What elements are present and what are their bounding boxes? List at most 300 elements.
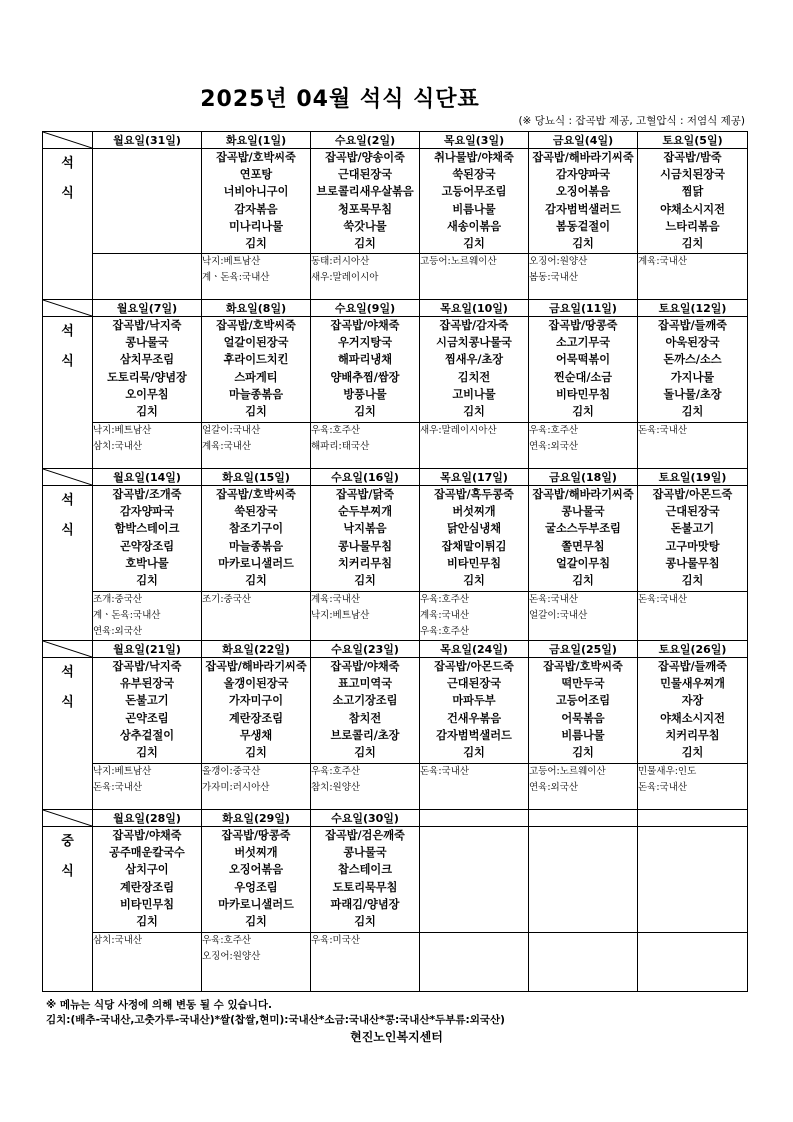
menu-row: [43, 149, 748, 254]
origin-cell: [93, 764, 202, 810]
origin-item: 올갱이:중국산: [202, 766, 261, 777]
menu-item: 호박나물: [125, 556, 169, 570]
menu-item: 김치: [681, 574, 704, 588]
day-header: 수요일(2일): [311, 132, 420, 149]
origin-item: 돈육:국내산: [529, 594, 579, 605]
menu-item: 곤약장조림: [119, 539, 175, 553]
menu-item: 자장: [681, 694, 704, 708]
menu-item: 김치: [136, 574, 158, 588]
diet-note: (※ 당뇨식 : 잡곡밥 제공, 고혈압식 : 저염식 제공): [518, 115, 745, 127]
menu-cell: [93, 317, 202, 423]
origin-item: 얼갈이:국내산: [529, 610, 588, 621]
menu-item: 상추겉절이: [119, 728, 175, 742]
menu-item: 삼치구이: [125, 863, 169, 877]
menu-item: 마카로니샐러드: [218, 556, 294, 570]
meal-label-char: 식: [61, 695, 74, 710]
origin-item: 동태:러시아산: [311, 256, 370, 267]
origin-cell: [202, 933, 311, 992]
menu-cell: [311, 658, 420, 764]
diagonal-line: [43, 469, 92, 485]
meal-label: [43, 827, 93, 992]
menu-item: 김치: [463, 237, 485, 251]
menu-item: 잡곡밥/호박씨죽: [216, 319, 296, 332]
week-header-row: [43, 641, 748, 658]
menu-item: 김치: [681, 237, 704, 251]
origin-item: 계육:국내산: [638, 256, 688, 267]
menu-item: 김치: [572, 237, 594, 251]
day-header: 월요일(14일): [93, 469, 202, 486]
day-header: 화요일(8일): [202, 300, 311, 317]
day-header: [529, 810, 638, 827]
origin-cell: [420, 933, 529, 992]
origin-cell: [311, 764, 420, 810]
origin-cell: [529, 933, 638, 992]
menu-item: 잡곡밥/해바라기씨죽: [532, 151, 634, 164]
origin-item: 계육:국내산: [420, 610, 470, 621]
menu-item: 김치: [245, 915, 267, 929]
menu-item: 김치: [245, 574, 267, 588]
menu-cell: [420, 658, 529, 764]
menu-cell: [638, 658, 748, 764]
menu-item: 잡곡밥/낙지죽: [112, 660, 182, 673]
menu-item: 비타민무침: [446, 556, 502, 570]
menu-item: 잡곡밥/아몬드죽: [652, 488, 733, 501]
menu-item: 고비나물: [452, 387, 496, 401]
day-header: 화요일(15일): [202, 469, 311, 486]
menu-cell: [420, 827, 529, 933]
origin-item: 연육:외국산: [529, 782, 579, 793]
menu-item: 찜새우/초장: [444, 353, 504, 367]
menu-item: 콩나물국: [125, 336, 169, 350]
menu-item: 연포탕: [239, 168, 273, 182]
origin-item: 우육:호주산: [202, 935, 252, 946]
menu-cell: [311, 827, 420, 933]
menu-item: 너비아니구이: [223, 185, 289, 199]
menu-item: 김치: [136, 405, 158, 419]
origin-item: 삼치:국내산: [93, 935, 143, 946]
diagonal-corner: [43, 641, 93, 658]
origin-cell: [529, 592, 638, 641]
menu-item: 고구마맛탕: [665, 539, 720, 553]
origin-cell: [420, 764, 529, 810]
origin-cell: [638, 764, 748, 810]
menu-item: 도토리묵/양념장: [107, 370, 187, 384]
menu-item: 근대된장국: [665, 505, 720, 519]
day-header: [638, 810, 748, 827]
menu-item: 잡곡밥/조개죽: [112, 488, 182, 501]
origin-cell: [202, 592, 311, 641]
menu-cell: [311, 486, 420, 592]
menu-cell: [202, 317, 311, 423]
menu-item: 잡곡밥/들깨죽: [658, 660, 727, 673]
menu-item: 잡곡밥/들깨죽: [658, 319, 727, 332]
menu-item: 마늘종볶음: [228, 539, 284, 553]
menu-item: 잡곡밥/해바라기씨죽: [532, 488, 634, 501]
menu-item: 김치: [354, 237, 376, 251]
menu-item: 가지나물: [670, 370, 715, 384]
menu-item: 김치: [463, 746, 485, 760]
origin-cell: [638, 423, 748, 469]
origin-item: 오징어:원양산: [529, 256, 588, 267]
day-header: 화요일(1일): [202, 132, 311, 149]
meal-label-char: 식: [61, 864, 74, 879]
menu-item: 비름나물: [452, 202, 496, 216]
menu-item: 치커리무침: [337, 556, 393, 570]
day-header: 토요일(12일): [638, 300, 748, 317]
menu-item: 돌나물/초장: [663, 387, 722, 401]
origin-item: 연육:외국산: [529, 441, 579, 452]
menu-item: 김치: [463, 405, 485, 419]
origin-item: 해파리:태국산: [311, 441, 370, 452]
menu-cell: [202, 486, 311, 592]
menu-item: 민물새우찌개: [660, 677, 725, 691]
footer-kimchi-origin: 김치:(배추-국내산,고춧가루-국내산)*쌀(찹쌀,현미):국내산*소금:국내산*콩:국내산*두부류:외국산): [46, 1014, 505, 1026]
day-header: 수요일(16일): [311, 469, 420, 486]
menu-item: 곤약조림: [125, 711, 169, 725]
origin-cell: [420, 592, 529, 641]
menu-item: 건새우볶음: [446, 711, 502, 725]
menu-item: 콩나물국: [561, 505, 605, 519]
origin-item: 봄동:국내산: [529, 272, 579, 283]
menu-item: 돈까스/소스: [663, 353, 722, 367]
day-header: 목요일(3일): [420, 132, 529, 149]
origin-item: 민물새우:인도: [638, 766, 697, 777]
origin-item: 고등어:노르웨이산: [529, 766, 606, 777]
menu-item: 김치: [681, 746, 704, 760]
menu-item: 잡곡밥/호박씨죽: [543, 660, 623, 673]
diagonal-corner: [43, 810, 93, 827]
menu-item: 낙지볶음: [343, 522, 387, 536]
menu-item: 근대된장국: [446, 677, 502, 691]
menu-row: [43, 317, 748, 423]
menu-item: 잡곡밥/아몬드죽: [434, 660, 514, 673]
menu-item: 고등어무조림: [441, 185, 507, 199]
origin-item: 돈육:국내산: [638, 594, 688, 605]
day-header: 금요일(18일): [529, 469, 638, 486]
menu-item: 돈불고기: [125, 694, 169, 708]
week-header-row: [43, 132, 748, 149]
origin-item: 고등어:노르웨이산: [420, 256, 497, 267]
origin-row: [43, 592, 748, 641]
meal-label-char: 식: [61, 354, 74, 369]
menu-item: 잡곡밥/야채죽: [330, 660, 400, 673]
menu-item: 잡곡밥/호박씨죽: [216, 151, 296, 164]
menu-item: 김치: [572, 405, 594, 419]
menu-item: 잡곡밥/호박씨죽: [216, 488, 296, 501]
origin-row: [43, 423, 748, 469]
origin-item: 계ㆍ돈육:국내산: [202, 272, 270, 283]
origin-item: 얼갈이:국내산: [202, 425, 261, 436]
menu-item: 김치: [572, 746, 594, 760]
menu-item: 쑥갓나물: [343, 219, 387, 233]
menu-item: 잡채말이튀김: [441, 539, 507, 553]
menu-item: 감자범벅샐러드: [545, 202, 621, 216]
menu-item: 오이무침: [125, 387, 169, 401]
menu-item: 참조기구이: [228, 522, 284, 536]
menu-item: 김치전: [457, 370, 491, 384]
day-header: 목요일(24일): [420, 641, 529, 658]
menu-item: 김치: [354, 915, 376, 929]
origin-cell: [638, 933, 748, 992]
menu-item: 계란장조림: [228, 711, 284, 725]
menu-item: 김치: [681, 405, 704, 419]
menu-item: 버섯찌개: [234, 846, 278, 860]
menu-cell: [93, 827, 202, 933]
origin-item: 낙지:베트남산: [93, 425, 152, 436]
menu-cell: [202, 149, 311, 254]
menu-item: 함박스테이크: [114, 522, 180, 536]
menu-item: 돈불고기: [670, 522, 715, 536]
menu-item: 김치: [136, 746, 158, 760]
menu-item: 어묵볶음: [561, 711, 605, 725]
origin-row: [43, 764, 748, 810]
diagonal-line: [43, 641, 92, 657]
menu-cell: [529, 149, 638, 254]
meal-label-char: 식: [61, 186, 74, 201]
origin-cell: [93, 933, 202, 992]
menu-item: 쫄면무침: [561, 539, 605, 553]
origin-cell: [93, 423, 202, 469]
menu-item: 감자볶음: [234, 202, 278, 216]
origin-item: 가자미:러시아산: [202, 782, 270, 793]
origin-row: [43, 254, 748, 300]
meal-label-char: 석: [61, 156, 74, 171]
origin-cell: [420, 423, 529, 469]
day-header: 목요일(10일): [420, 300, 529, 317]
origin-item: 우육:호주산: [311, 766, 361, 777]
menu-cell: [93, 149, 202, 254]
origin-cell: [202, 764, 311, 810]
menu-cell: [311, 317, 420, 423]
menu-item: 콩나물무침: [665, 556, 720, 570]
menu-item: 잡곡밥/감자죽: [439, 319, 509, 332]
day-header: 수요일(9일): [311, 300, 420, 317]
menu-item: 마카로니샐러드: [218, 897, 294, 911]
day-header: 월요일(28일): [93, 810, 202, 827]
menu-item: 김치: [572, 574, 594, 588]
menu-item: 콩나물국: [343, 846, 387, 860]
menu-cell: [93, 658, 202, 764]
meal-label: [43, 658, 93, 810]
menu-item: 양배추찜/쌈장: [330, 370, 400, 384]
origin-item: 우육:미국산: [311, 935, 361, 946]
meal-label: [43, 486, 93, 641]
diagonal-corner: [43, 300, 93, 317]
menu-item: 근대된장국: [337, 168, 393, 182]
diagonal-corner: [43, 132, 93, 149]
menu-item: 김치: [354, 746, 376, 760]
menu-cell: [529, 827, 638, 933]
menu-item: 잡곡밥/양송이죽: [325, 151, 405, 164]
menu-cell: [420, 486, 529, 592]
day-header: 월요일(31일): [93, 132, 202, 149]
menu-cell: [638, 486, 748, 592]
center-name: 현진노인복지센터: [350, 1030, 443, 1044]
menu-item: 비타민무침: [555, 387, 611, 401]
week-header-row: [43, 810, 748, 827]
origin-item: 돈육:국내산: [93, 782, 143, 793]
menu-item: 파래김/양념장: [330, 897, 400, 911]
menu-cell: [638, 827, 748, 933]
day-header: 토요일(26일): [638, 641, 748, 658]
page-title: 2025년 04월 석식 식단표: [200, 87, 480, 112]
origin-cell: [93, 254, 202, 300]
menu-item: 도토리묵무침: [332, 880, 398, 894]
menu-item: 잡곡밥/야채죽: [112, 829, 182, 842]
menu-item: 우엉조림: [234, 880, 278, 894]
origin-item: 오징어:원양산: [202, 951, 261, 962]
menu-item: 표고미역국: [337, 677, 393, 691]
day-header: 목요일(17일): [420, 469, 529, 486]
origin-cell: [420, 254, 529, 300]
menu-item: 느타리볶음: [665, 219, 720, 233]
menu-item: 가자미구이: [228, 694, 284, 708]
menu-item: 브로콜리/초장: [330, 728, 400, 742]
menu-item: 얼갈이무침: [555, 556, 611, 570]
origin-cell: [529, 764, 638, 810]
meal-label: [43, 317, 93, 469]
menu-item: 찹스테이크: [337, 863, 393, 877]
origin-cell: [638, 592, 748, 641]
day-header: 월요일(21일): [93, 641, 202, 658]
menu-item: 비타민무침: [119, 897, 175, 911]
menu-item: 올갱이된장국: [223, 677, 289, 691]
menu-item: 얼갈이된장국: [223, 336, 289, 350]
menu-item: 치커리무침: [665, 728, 720, 742]
menu-item: 찐순대/소금: [553, 370, 613, 384]
menu-item: 김치: [463, 574, 485, 588]
origin-cell: [638, 254, 748, 300]
menu-item: 청포묵무침: [337, 202, 393, 216]
origin-item: 우육:호주산: [311, 425, 361, 436]
origin-row: [43, 933, 748, 992]
meal-label: [43, 149, 93, 300]
menu-item: 김치: [245, 237, 267, 251]
menu-cell: [202, 658, 311, 764]
menu-item: 잡곡밥/해바라기씨죽: [205, 660, 307, 673]
menu-item: 마늘종볶음: [228, 387, 284, 401]
menu-cell: [529, 317, 638, 423]
menu-item: 시금치콩나물국: [436, 336, 512, 350]
day-header: 수요일(23일): [311, 641, 420, 658]
menu-item: 감자범벅샐러드: [436, 728, 512, 742]
menu-item: 소고기무국: [555, 336, 611, 350]
origin-cell: [202, 254, 311, 300]
origin-item: 돈육:국내산: [638, 425, 688, 436]
menu-item: 야채소시지전: [660, 711, 725, 725]
menu-item: 소고기장조림: [332, 694, 398, 708]
menu-item: 고등어조림: [555, 694, 611, 708]
menu-item: 쑥된장국: [452, 168, 496, 182]
menu-item: 김치: [354, 574, 376, 588]
origin-item: 우육:호주산: [420, 626, 470, 637]
origin-item: 계ㆍ돈육:국내산: [93, 610, 161, 621]
menu-item: 김치: [136, 915, 158, 929]
menu-item: 브로콜리새우살볶음: [316, 185, 414, 199]
menu-item: 비름나물: [561, 728, 605, 742]
menu-item: 새송이볶음: [446, 219, 502, 233]
day-header: 금요일(25일): [529, 641, 638, 658]
origin-cell: [311, 592, 420, 641]
origin-item: 참치:원양산: [311, 782, 361, 793]
menu-item: 방풍나물: [343, 387, 387, 401]
day-header: 금요일(4일): [529, 132, 638, 149]
menu-item: 감자양파국: [119, 505, 175, 519]
menu-cell: [202, 827, 311, 933]
origin-item: 조개:중국산: [93, 594, 143, 605]
menu-item: 무생채: [239, 728, 273, 742]
origin-cell: [202, 423, 311, 469]
origin-cell: [311, 423, 420, 469]
menu-item: 야채소시지전: [660, 202, 725, 216]
diagonal-line: [43, 810, 92, 826]
menu-cell: [638, 149, 748, 254]
menu-item: 쑥된장국: [234, 505, 278, 519]
menu-item: 잡곡밥/검은깨죽: [325, 829, 405, 842]
origin-item: 새우:말레이시아: [311, 272, 379, 283]
menu-item: 굴소스두부조림: [545, 522, 621, 536]
menu-item: 스파게티: [234, 370, 278, 384]
menu-item: 마파두부: [452, 694, 496, 708]
menu-cell: [529, 486, 638, 592]
menu-cell: [529, 658, 638, 764]
day-header: 월요일(7일): [93, 300, 202, 317]
week-header-row: [43, 300, 748, 317]
day-header: 금요일(11일): [529, 300, 638, 317]
menu-item: 콩나물무침: [337, 539, 393, 553]
menu-item: 감자양파국: [555, 168, 611, 182]
origin-item: 낙지:베트남산: [311, 610, 370, 621]
menu-item: 잡곡밥/낙지죽: [112, 319, 182, 332]
day-header: [420, 810, 529, 827]
menu-item: 잡곡밥/닭죽: [335, 488, 395, 501]
origin-item: 돈육:국내산: [420, 766, 470, 777]
menu-item: 참치전: [348, 711, 382, 725]
menu-item: 김치: [245, 746, 267, 760]
day-header: 토요일(19일): [638, 469, 748, 486]
origin-cell: [93, 592, 202, 641]
meal-label-char: 석: [61, 493, 74, 508]
menu-item: 닭안심냉채: [446, 522, 502, 536]
origin-item: 우육:호주산: [420, 594, 470, 605]
menu-item: 잡곡밥/땅콩죽: [548, 319, 618, 332]
origin-item: 계육:국내산: [202, 441, 252, 452]
footer-notice: ※ 메뉴는 식당 사정에 의해 변동 될 수 있습니다.: [46, 999, 273, 1011]
menu-item: 취나물밥/야채죽: [434, 151, 514, 164]
origin-cell: [311, 933, 420, 992]
menu-item: 오징어볶음: [555, 185, 611, 199]
origin-item: 연육:외국산: [93, 626, 143, 637]
menu-item: 잡곡밥/야채죽: [330, 319, 400, 332]
diagonal-corner: [43, 469, 93, 486]
menu-row: [43, 658, 748, 764]
menu-item: 버섯찌개: [452, 505, 496, 519]
menu-cell: [420, 149, 529, 254]
menu-item: 찜닭: [681, 185, 704, 199]
diagonal-line: [43, 132, 92, 148]
menu-item: 시금치된장국: [660, 168, 725, 182]
menu-cell: [93, 486, 202, 592]
menu-item: 미나리나물: [228, 219, 284, 233]
origin-item: 낙지:베트남산: [93, 766, 152, 777]
origin-item: 낙지:베트남산: [202, 256, 261, 267]
origin-item: 새우:말레이시아산: [420, 425, 497, 436]
origin-item: 돈육:국내산: [638, 782, 688, 793]
menu-item: 떡만두국: [561, 677, 605, 691]
menu-cell: [420, 317, 529, 423]
menu-cell: [311, 149, 420, 254]
menu-item: 우거지탕국: [337, 336, 393, 350]
